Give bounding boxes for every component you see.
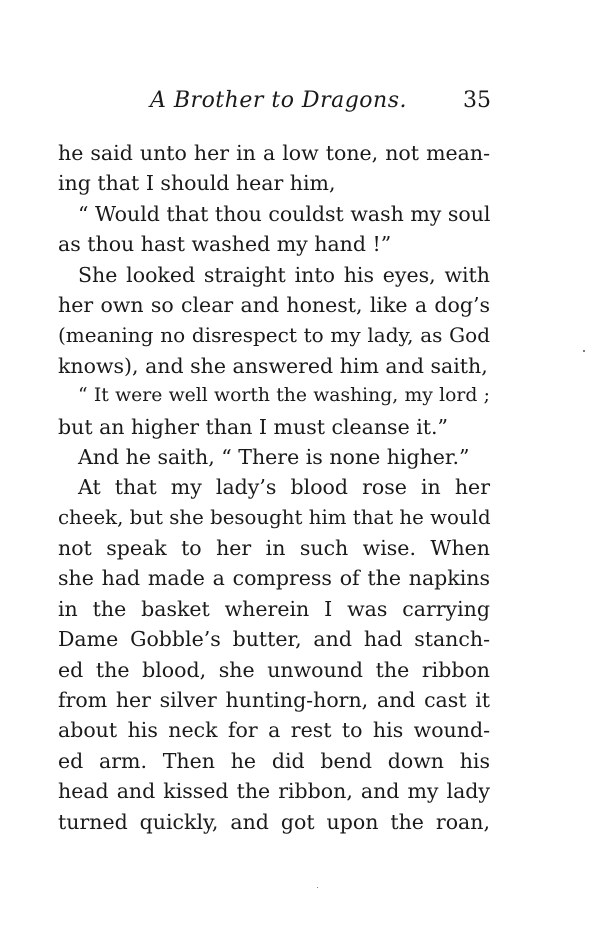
running-title: A Brother to Dragons.: [150, 88, 407, 113]
text-line: “ Would that thou couldst wash my soul: [78, 201, 491, 226]
text-line: from her silver hunting-horn, and cast it: [58, 688, 490, 713]
text-line: (meaning no disrespect to my lady, as God: [58, 323, 490, 348]
scan-speck: [317, 887, 318, 888]
text-line: At that my lady’s blood rose in her: [78, 475, 490, 500]
text-line: he said unto her in a low tone, not mean-: [58, 141, 490, 165]
text-line: “ It were well worth the washing, my lord ;: [78, 385, 490, 407]
text-line: She looked straight into his eyes, with: [78, 262, 490, 287]
text-line: not speak to her in such wise. When: [58, 536, 490, 561]
text-line: but an higher than I must cleanse it.”: [58, 414, 449, 439]
text-line: ed arm. Then he did bend down his: [58, 748, 490, 773]
text-line: ed the blood, she unwound the ribbon: [58, 657, 490, 682]
running-head: [56, 88, 491, 124]
text-line: turned quickly, and got upon the roan,: [58, 809, 490, 834]
text-line: ing that I should hear him,: [58, 171, 336, 196]
text-line: about his neck for a rest to his wound-: [58, 718, 490, 743]
text-line: head and kissed the ribbon, and my lady: [58, 779, 490, 804]
text-line: she had made a compress of the napkins: [58, 566, 490, 591]
text-line: as thou hast washed my hand !”: [58, 232, 392, 257]
scan-speck: [583, 350, 585, 352]
text-line: Dame Gobble’s butter, and had stanch-: [58, 627, 490, 652]
text-line: her own so clear and honest, like a dog’s: [58, 292, 490, 317]
text-line: cheek, but she besought him that he would: [58, 505, 491, 529]
body-text: [58, 138, 490, 837]
text-line: in the basket wherein I was carrying: [58, 596, 490, 621]
text-line: And he saith, “ There is none higher.”: [78, 444, 470, 469]
text-line: knows), and she answered him and saith,: [58, 353, 488, 378]
page-number: 35: [463, 88, 491, 113]
